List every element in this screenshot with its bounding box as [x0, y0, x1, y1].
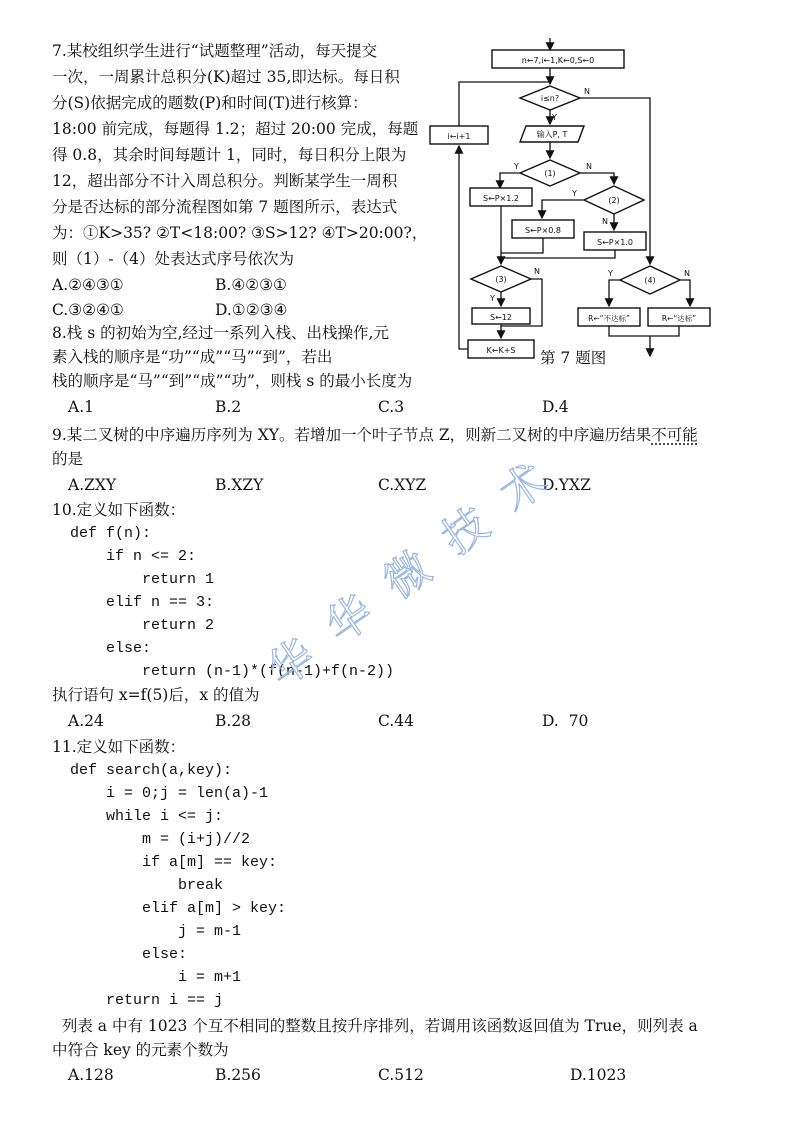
q11-code-line-9: else: — [52, 946, 188, 963]
q8-line-2: 素入栈的顺序是“功”“成”“马”“到”，若出 — [52, 348, 333, 366]
q11-code-line-1: def search(a,key): — [52, 762, 233, 779]
c4-yes-label: Y — [608, 269, 613, 278]
watermark-char-1: 华 — [259, 629, 325, 698]
q11-statement-line-1: 列表 a 中有 1023 个互不相同的整数且按升序排列，若调用该函数返回值为 True，则列表 a — [52, 1017, 698, 1035]
q9-line-1-text: 9.某二叉树的中序遍历序列为 XY。若增加一个叶子节点 Z，则新二叉树的中序遍历结果 — [52, 426, 652, 444]
q11-option-c: C.512 — [378, 1066, 424, 1084]
result-fail-label: R←“不达标” — [588, 314, 630, 323]
q11-code-line-6: break — [52, 877, 224, 894]
q7-line-2: 一次，一周累计总积分(K)超过 35,即达标。每日积 — [52, 68, 400, 86]
q10-code-line-6: else: — [52, 640, 152, 657]
q10-option-a: A.24 — [68, 712, 104, 730]
q11-code-line-8: j = m-1 — [52, 923, 242, 940]
q8-option-d: D.4 — [542, 398, 569, 416]
watermark-char-4: 技 — [433, 497, 499, 566]
q7-line-8: 为：①K>35? ②T<18:00? ③S>12? ④T>20:00?， — [52, 224, 428, 242]
watermark — [259, 420, 590, 700]
q7-line-9: 则（1）-（4）处表达式序号依次为 — [52, 250, 294, 268]
q7-option-c: C.③②④① — [52, 301, 124, 319]
q11-intro: 11.定义如下函数： — [52, 738, 186, 756]
q11-code-line-4: m = (i+j)//2 — [52, 831, 251, 848]
q8-line-1: 8.栈 s 的初始为空,经过一系列入栈、出栈操作,元 — [52, 324, 389, 342]
q10-option-c: C.44 — [378, 712, 414, 730]
input-label: 输入P, T — [536, 130, 568, 139]
q11-code-line-10: i = m+1 — [52, 969, 242, 986]
q7-line-7: 分是否达标的部分流程图如第 7 题图所示，表达式 — [52, 198, 398, 216]
q10-code-line-7: return (n-1)*(f(n-1)+f(n-2)) — [52, 663, 395, 680]
q8-option-c: C.3 — [378, 398, 405, 416]
q9-option-a: A.ZXY — [68, 476, 117, 494]
c1-yes-label: Y — [514, 162, 519, 171]
q11-code-line-3: while i <= j: — [52, 808, 224, 825]
c2-no-label: N — [602, 217, 608, 226]
q7-option-b: B.④②③① — [215, 276, 287, 294]
s-cap-label: S←12 — [490, 313, 512, 322]
c3-yes-label: Y — [490, 294, 495, 303]
watermark-char-5: 术 — [491, 453, 557, 522]
q10-code-line-5: return 2 — [52, 617, 215, 634]
s-times-0-8-label: S←P×0.8 — [524, 226, 562, 235]
q9-option-c: C.XYZ — [378, 476, 427, 494]
q10-code-line-1: def f(n): — [52, 525, 152, 542]
increment-label: i←i+1 — [447, 132, 471, 141]
s-times-1-0-label: S←P×1.0 — [596, 238, 634, 247]
s-times-1-2-label: S←P×1.2 — [482, 194, 520, 203]
q10-code-line-4: elif n == 3: — [52, 594, 215, 611]
condition-2-label: (2) — [608, 196, 620, 205]
q7-line-3: 分(S)依据完成的题数(P)和时间(T)进行核算： — [52, 94, 368, 112]
c1-no-label: N — [586, 162, 592, 171]
q11-option-b: B.256 — [215, 1066, 261, 1084]
q7-line-1: 7.某校组织学生进行“试题整理”活动，每天提交 — [52, 42, 378, 60]
q11-option-a: A.128 — [68, 1066, 114, 1084]
loop-no-label: N — [584, 87, 590, 96]
q8-option-b: B.2 — [215, 398, 242, 416]
q7-option-d: D.①②③④ — [215, 301, 288, 319]
q7-line-6: 12，超出部分不计入周总积分。判断某学生一周积 — [52, 172, 398, 190]
q9-emphasis: 不可能 — [651, 426, 698, 444]
c4-no-label: N — [684, 269, 690, 278]
q9-line-2: 的是 — [52, 450, 84, 468]
q11-code-line-7: elif a[m] > key: — [52, 900, 287, 917]
q10-intro: 10.定义如下函数： — [52, 501, 186, 519]
result-pass-label: R←“达标” — [661, 314, 697, 323]
init-label: n←7,i←1,K←0,S←0 — [521, 56, 595, 65]
q11-code-line-5: if a[m] == key: — [52, 854, 278, 871]
q7-line-5: 得 0.8，其余时间每题计 1，同时，每日积分上限为 — [52, 146, 407, 164]
flowchart-figure — [428, 38, 712, 372]
c2-yes-label: Y — [572, 189, 577, 198]
q9-line-1 — [52, 424, 698, 446]
q10-code-line-2: if n <= 2: — [52, 548, 197, 565]
q11-option-d: D.1023 — [570, 1066, 627, 1084]
q11-statement-line-2: 中符合 key 的元素个数为 — [52, 1041, 229, 1059]
q7-line-4: 18:00 前完成，每题得 1.2；超过 20:00 完成，每题 — [52, 120, 419, 138]
q8-option-a: A.1 — [68, 398, 94, 416]
watermark-char-2: 华 — [317, 585, 383, 654]
loop-condition-label: i≤n? — [540, 94, 560, 103]
watermark-char-3: 微 — [375, 541, 441, 610]
q10-statement: 执行语句 x=f(5)后，x 的值为 — [52, 686, 260, 704]
q11-code-line-2: i = 0;j = len(a)-1 — [52, 785, 269, 802]
q7-option-a: A.②④③① — [52, 276, 124, 294]
loop-yes-label: Y — [552, 113, 557, 122]
c3-no-label: N — [534, 267, 540, 276]
condition-4-label: (4) — [644, 276, 656, 285]
q10-option-b: B.28 — [215, 712, 252, 730]
condition-1-label: (1) — [544, 169, 556, 178]
q9-option-b: B.XZY — [215, 476, 264, 494]
k-add-label: K←K+S — [486, 346, 516, 355]
flowchart-caption: 第 7 题图 — [540, 349, 607, 367]
condition-3-label: (3) — [495, 275, 507, 284]
q11-code-line-11: return i == j — [52, 992, 224, 1009]
q10-option-d: D. 70 — [542, 712, 589, 730]
q8-line-3: 栈的顺序是“马”“到”“成”“功”，则栈 s 的最小长度为 — [52, 372, 413, 390]
q9-option-d: D.YXZ — [542, 476, 591, 494]
q10-code-line-3: return 1 — [52, 571, 215, 588]
